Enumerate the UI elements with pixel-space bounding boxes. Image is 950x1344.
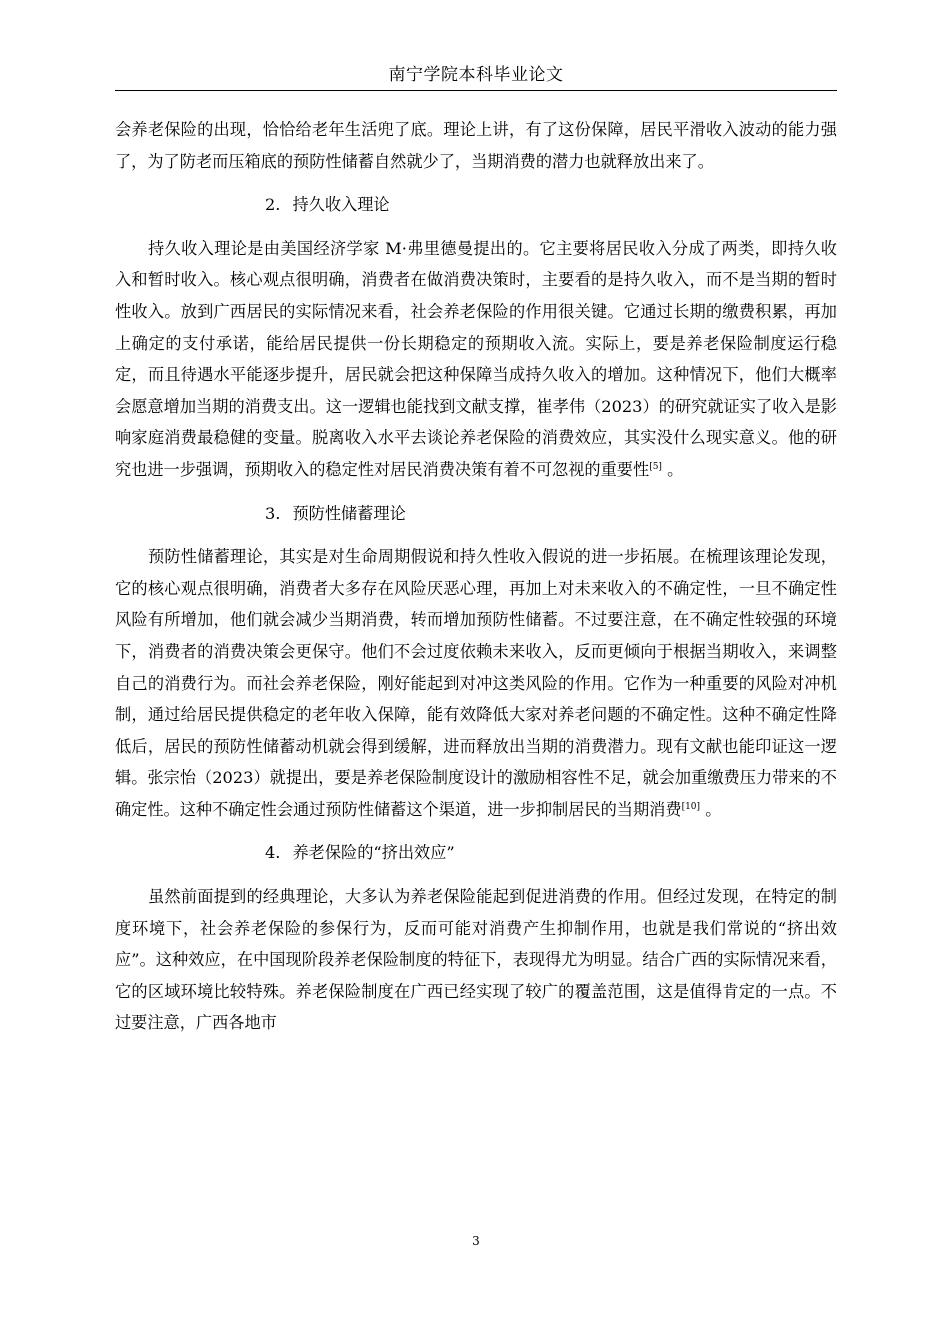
section-number: 3.	[265, 503, 281, 523]
paragraph-continued: 会养老保险的出现，恰恰给老年生活兜了底。理论上讲，有了这份保障，居民平滑收入波动的能力强了，为了防老而压箱底的预防性储蓄自然就少了，当期消费的潜力也就释放出来了。	[115, 120, 837, 171]
paragraph-permanent-income	[115, 233, 837, 486]
section-title: 预防性储蓄理论	[292, 503, 406, 523]
paragraph-end: 。	[700, 799, 722, 819]
section-heading-permanent-income	[115, 177, 837, 233]
section-heading-crowding-out	[115, 825, 837, 881]
section-title: 持久收入理论	[292, 195, 390, 215]
running-header: 南宁学院本科毕业论文	[388, 65, 564, 85]
paragraph-text: 预防性储蓄理论，其实是对生命周期假说和持久性收入假说的进一步拓展。在梳理该理论发现，它的核心观点很明确，消费者大多存在风险厌恶心理，再加上对未来收入的不确定性，一旦不确定性风险有所增加，他们就会减少当期消费，转而增加预防性储蓄。不过要注意，在不确定性较强的环境下，消费者的消费决策会更保守。他们不会过度依赖未来收入，反而更倾向于根据当期收入，来调整自己的消费行为。而社会养老保险，刚好能起到对冲这类风险的作用。它作为一种重要的风险对冲机制，通过给居民提供稳定的老年收入保障，能有效降低大家对养老问题的不确定性。这种不确定性降低后，居民的预防性储蓄动机就会得到缓解，进而释放出当期的消费潜力。现有文献也能印证这一逻辑。张宗怡（2023）就提出，要是养老保险制度设计的激励相容性不足，就会加重缴费压力带来的不确定性。这种不确定性会通过预防性储蓄这个渠道，进一步抑制居民的当期消费	[115, 547, 837, 819]
page-number: 3	[472, 1234, 480, 1248]
section-title: 养老保险的“挤出效应”	[292, 843, 455, 863]
paragraph-end: 。	[661, 459, 684, 479]
header-rule	[115, 90, 837, 91]
section-heading-precautionary-saving	[115, 486, 837, 542]
paragraph-crowding-out: 虽然前面提到的经典理论，大多认为养老保险能起到促进消费的作用。但经过发现，在特定的制度环境下，社会养老保险的参保行为，反而可能对消费产生抑制作用，也就是我们常说的“挤出效应”。这种效应，在中国现阶段养老保险制度的特征下，表现得尤为明显。结合广西的实际情况来看，它的区域环境比较特殊。养老保险制度在广西已经实现了较广的覆盖范围，这是值得肯定的一点。不过要注意，广西各地市	[115, 887, 837, 1033]
citation-ref: [5]	[649, 461, 662, 472]
body-text	[115, 114, 837, 1039]
section-number: 2.	[265, 195, 281, 215]
paragraph-text: 持久收入理论是由美国经济学家 M·弗里德曼提出的。它主要将居民收入分成了两类，即持久收入和暂时收入。核心观点很明确，消费者在做消费决策时，主要看的是持久收入，而不是当期的暂时性收入。放到广西居民的实际情况来看，社会养老保险的作用很关键。它通过长期的缴费积累，再加上确定的支付承诺，能给居民提供一份长期稳定的预期收入流。实际上，要是养老保险制度运行稳定，而且待遇水平能逐步提升，居民就会把这种保障当成持久收入的增加。这种情况下，他们大概率会愿意增加当期的消费支出。这一逻辑也能找到文献支撑，崔孝伟（2023）的研究就证实了收入是影响家庭消费最稳健的变量。脱离收入水平去谈论养老保险的消费效应，其实没什么现实意义。他的研究也进一步强调，预期收入的稳定性对居民消费决策有着不可忽视的重要性	[115, 238, 837, 479]
paragraph-precautionary-saving	[115, 541, 837, 825]
citation-ref: [10]	[681, 801, 701, 812]
section-number: 4.	[265, 843, 281, 863]
